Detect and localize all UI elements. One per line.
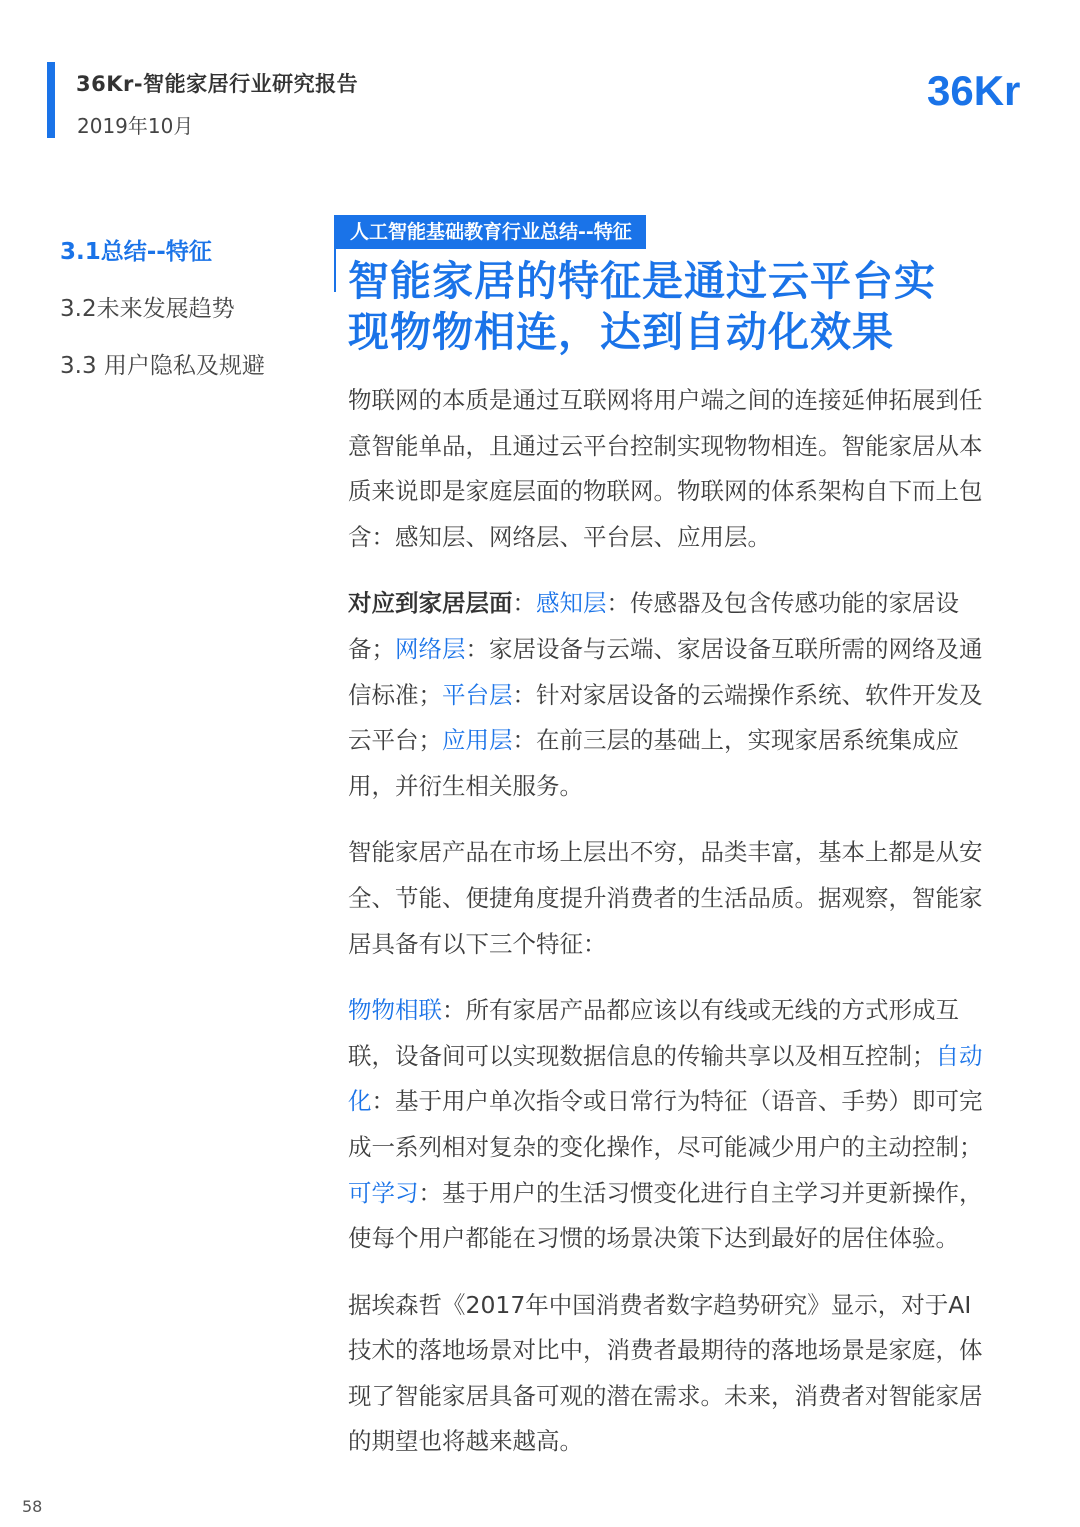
toc-item-summary[interactable]: 3.1总结--特征 <box>60 239 212 265</box>
term-interconnection: 物物相联 <box>348 996 442 1025</box>
term-perception-layer: 感知层 <box>536 589 607 618</box>
paragraph-market: 智能家居产品在市场上层出不穷，品类丰富，基本上都是从安全、节能、便捷角度提升消费者的生活品质。据观察，智能家居具备有以下三个特征： <box>348 838 983 958</box>
interconnection-desc: ：所有家居产品都应该以有线或无线的方式形成互联，设备间可以实现数据信息的传输共享以及相互控制； <box>348 996 959 1070</box>
headline-line-2: 现物物相连，达到自动化效果 <box>348 308 894 356</box>
automation-desc: ：基于用户单次指令或日常行为特征（语音、手势）即可完成一系列相对复杂的变化操作，尽可能减少用户的主动控制； <box>348 1087 983 1161</box>
table-of-contents <box>60 234 265 405</box>
term-application-layer: 应用层 <box>442 726 513 755</box>
layers-lead: 对应到家居层面 <box>348 589 513 618</box>
network-layer-desc: ：家居设备与云端、家居设备互联所需的网络及通信标准； <box>348 634 983 709</box>
section-tag: 人工智能基础教育行业总结--特征 <box>336 215 646 249</box>
toc-item-privacy[interactable]: 3.3 用户隐私及规避 <box>60 353 265 379</box>
body-text <box>348 378 993 1486</box>
toc-item-trends[interactable]: 3.2未来发展趋势 <box>60 296 235 322</box>
term-platform-layer: 平台层 <box>442 680 513 709</box>
paragraph-features <box>348 988 993 1262</box>
header-accent-bar <box>47 62 55 138</box>
layers-lead-colon: ： <box>512 589 536 618</box>
36kr-logo <box>925 55 1045 127</box>
paragraph-layers <box>348 581 993 809</box>
report-date: 2019年10月 <box>77 114 194 138</box>
logo-text: 36Kr <box>927 67 1021 114</box>
term-network-layer: 网络层 <box>395 634 466 663</box>
learnable-desc: ：基于用户的生活习惯变化进行自主学习并更新操作，使每个用户都能在习惯的场景决策下达到最好的居住体验。 <box>348 1178 983 1253</box>
platform-layer-desc: ：针对家居设备的云端操作系统、软件开发及云平台； <box>348 680 983 755</box>
headline <box>348 256 1008 358</box>
term-automation: 自动化 <box>348 1041 983 1116</box>
report-title: 36Kr-智能家居行业研究报告 <box>76 72 359 96</box>
headline-line-1: 智能家居的特征是通过云平台实 <box>348 257 936 305</box>
page-number: 58 <box>22 1497 43 1516</box>
paragraph-iot-essence: 物联网的本质是通过互联网将用户端之间的连接延伸拓展到任意智能单品，且通过云平台控制实现物物相连。智能家居从本质来说即是家庭层面的物联网。物联网的体系架构自下而上包含：感知层、网络层、平台层、应用层。 <box>348 386 983 551</box>
perception-layer-desc: ：传感器及包含传感功能的家居设备； <box>348 589 959 663</box>
application-layer-desc: ：在前三层的基础上，实现家居系统集成应用，并衍生相关服务。 <box>348 726 959 800</box>
term-learnable: 可学习 <box>348 1178 419 1207</box>
paragraph-accenture: 据埃森哲《2017年中国消费者数字趋势研究》显示，对于AI技术的落地场景对比中，消费者最期待的落地场景是家庭，体现了智能家居具备可观的潜在需求。未来，消费者对智能家居的期望也将越来越高。 <box>348 1290 983 1456</box>
